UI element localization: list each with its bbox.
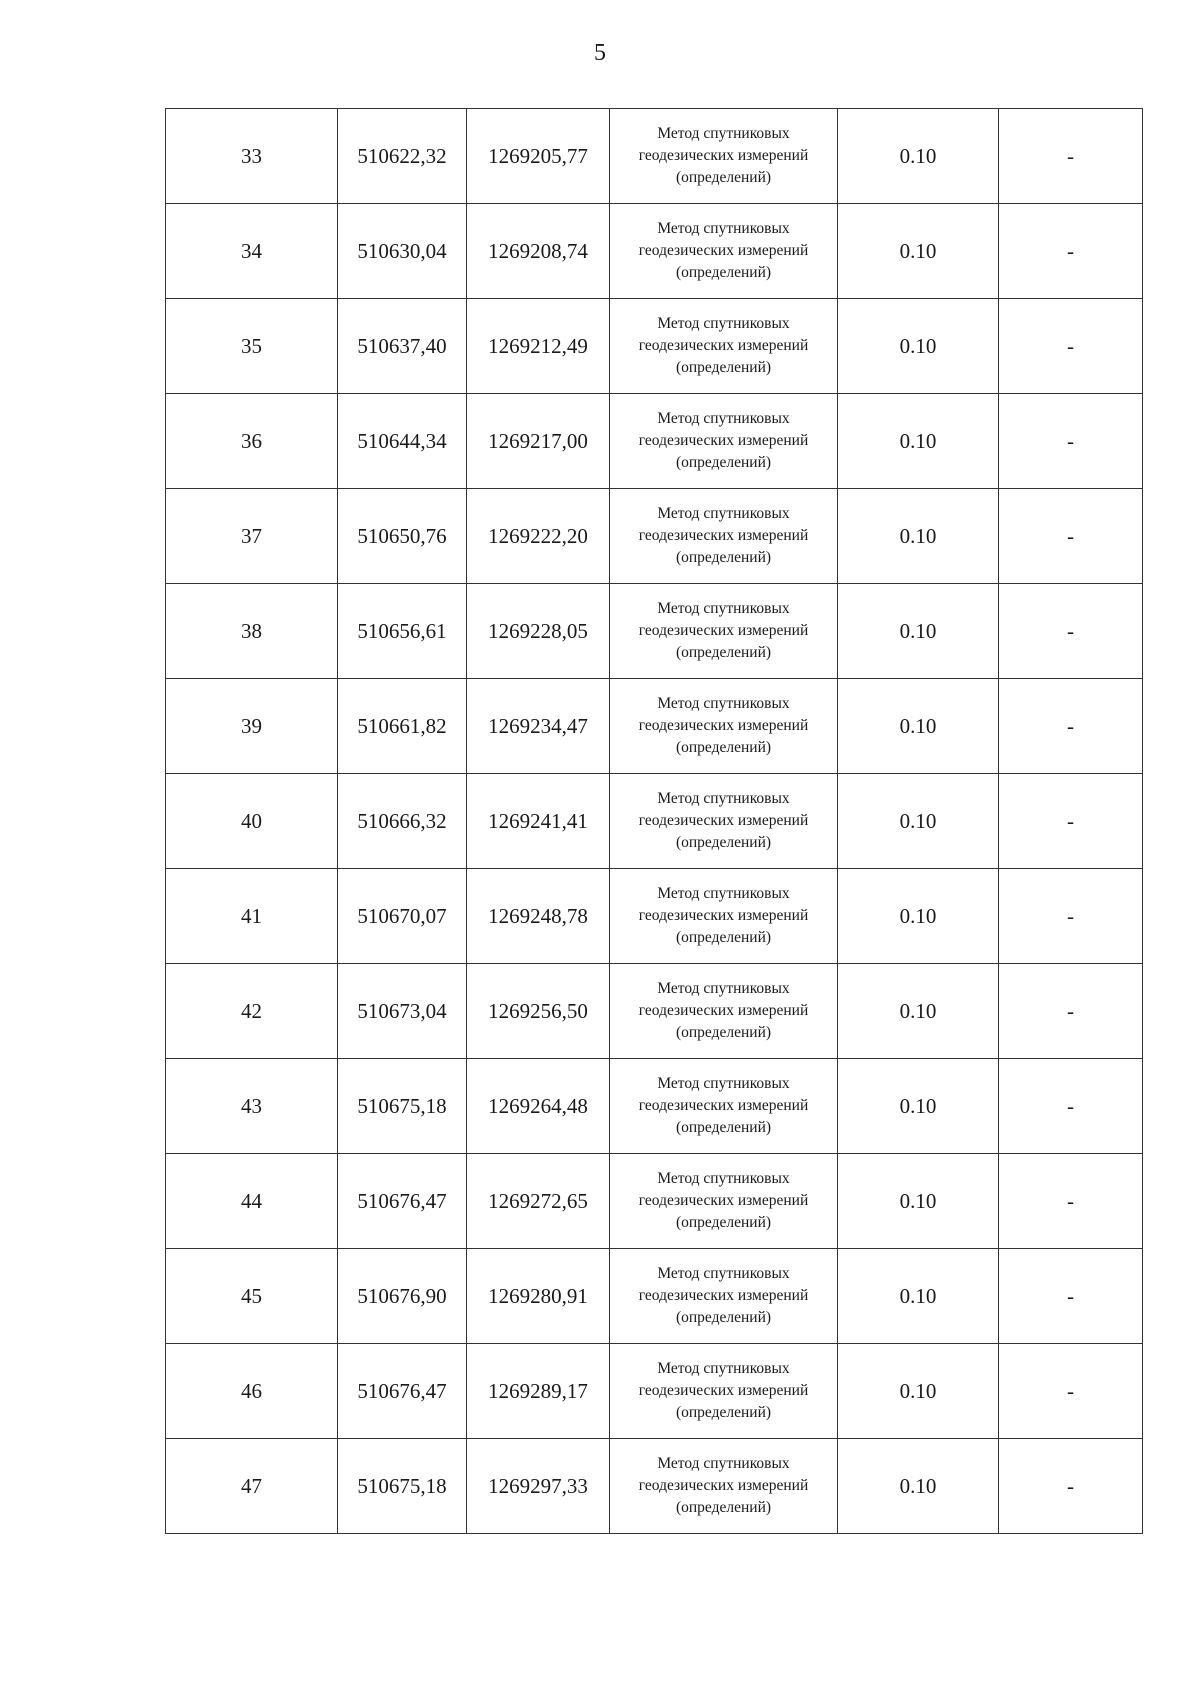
x-coordinate-cell: 510666,32 [338,774,467,869]
y-coordinate-cell: 1269208,74 [467,204,610,299]
method-line: (определений) [675,549,772,566]
method-line: (определений) [675,264,772,281]
table-row [166,204,1143,299]
description-cell: - [999,1439,1143,1534]
point-number-cell: 34 [166,204,338,299]
point-number-cell: 37 [166,489,338,584]
method-line: Метод спутниковых [657,1075,790,1092]
description-cell: - [999,869,1143,964]
y-coordinate-cell: 1269264,48 [467,1059,610,1154]
coordinates-table-body [166,109,1143,1534]
method-line: геодезических измерений [638,337,809,354]
point-number-cell: 42 [166,964,338,1059]
table-row [166,299,1143,394]
x-coordinate-cell: 510637,40 [338,299,467,394]
method-cell [610,1439,838,1534]
description-cell: - [999,109,1143,204]
method-cell [610,299,838,394]
method-line: (определений) [675,739,772,756]
method-line: геодезических измерений [638,242,809,259]
method-cell [610,869,838,964]
y-coordinate-cell: 1269289,17 [467,1344,610,1439]
x-coordinate-cell: 510644,34 [338,394,467,489]
method-cell [610,964,838,1059]
y-coordinate-cell: 1269256,50 [467,964,610,1059]
method-line: геодезических измерений [638,432,809,449]
x-coordinate-cell: 510676,47 [338,1344,467,1439]
description-cell: - [999,964,1143,1059]
description-cell: - [999,679,1143,774]
point-number-cell: 45 [166,1249,338,1344]
method-cell [610,1059,838,1154]
method-line: Метод спутниковых [657,885,790,902]
method-line: Метод спутниковых [657,980,790,997]
method-line: (определений) [675,359,772,376]
accuracy-cell: 0.10 [838,964,999,1059]
description-cell: - [999,394,1143,489]
y-coordinate-cell: 1269241,41 [467,774,610,869]
table-row [166,679,1143,774]
method-cell [610,109,838,204]
accuracy-cell: 0.10 [838,774,999,869]
method-cell [610,1154,838,1249]
accuracy-cell: 0.10 [838,299,999,394]
table-row [166,394,1143,489]
description-cell: - [999,1154,1143,1249]
x-coordinate-cell: 510656,61 [338,584,467,679]
method-line: (определений) [675,644,772,661]
table-row [166,1249,1143,1344]
method-line: (определений) [675,1499,772,1516]
description-cell: - [999,1344,1143,1439]
x-coordinate-cell: 510676,90 [338,1249,467,1344]
accuracy-cell: 0.10 [838,1344,999,1439]
method-line: геодезических измерений [638,527,809,544]
table-row [166,1059,1143,1154]
x-coordinate-cell: 510676,47 [338,1154,467,1249]
x-coordinate-cell: 510661,82 [338,679,467,774]
method-line: (определений) [675,834,772,851]
y-coordinate-cell: 1269212,49 [467,299,610,394]
description-cell: - [999,774,1143,869]
table-row [166,584,1143,679]
page-number: 5 [594,40,606,66]
method-cell [610,584,838,679]
method-line: (определений) [675,169,772,186]
method-cell [610,1344,838,1439]
y-coordinate-cell: 1269248,78 [467,869,610,964]
method-cell [610,774,838,869]
method-line: геодезических измерений [638,1287,809,1304]
accuracy-cell: 0.10 [838,204,999,299]
point-number-cell: 36 [166,394,338,489]
table-row [166,1439,1143,1534]
point-number-cell: 44 [166,1154,338,1249]
description-cell: - [999,584,1143,679]
point-number-cell: 39 [166,679,338,774]
table-row [166,1154,1143,1249]
method-line: геодезических измерений [638,1192,809,1209]
method-line: Метод спутниковых [657,1170,790,1187]
point-number-cell: 38 [166,584,338,679]
method-line: (определений) [675,1214,772,1231]
method-line: геодезических измерений [638,1097,809,1114]
method-line: Метод спутниковых [657,220,790,237]
method-line: Метод спутниковых [657,600,790,617]
accuracy-cell: 0.10 [838,1154,999,1249]
x-coordinate-cell: 510675,18 [338,1439,467,1534]
accuracy-cell: 0.10 [838,1439,999,1534]
method-line: геодезических измерений [638,147,809,164]
method-line: Метод спутниковых [657,1265,790,1282]
method-line: Метод спутниковых [657,125,790,142]
method-line: геодезических измерений [638,812,809,829]
x-coordinate-cell: 510675,18 [338,1059,467,1154]
x-coordinate-cell: 510650,76 [338,489,467,584]
method-line: (определений) [675,1024,772,1041]
point-number-cell: 46 [166,1344,338,1439]
accuracy-cell: 0.10 [838,1249,999,1344]
method-line: Метод спутниковых [657,790,790,807]
description-cell: - [999,489,1143,584]
point-number-cell: 33 [166,109,338,204]
x-coordinate-cell: 510670,07 [338,869,467,964]
table-row [166,489,1143,584]
accuracy-cell: 0.10 [838,394,999,489]
description-cell: - [999,1059,1143,1154]
method-line: геодезических измерений [638,717,809,734]
description-cell: - [999,1249,1143,1344]
method-line: Метод спутниковых [657,1455,790,1472]
y-coordinate-cell: 1269228,05 [467,584,610,679]
method-line: геодезических измерений [638,1002,809,1019]
y-coordinate-cell: 1269234,47 [467,679,610,774]
y-coordinate-cell: 1269217,00 [467,394,610,489]
description-cell: - [999,204,1143,299]
y-coordinate-cell: 1269222,20 [467,489,610,584]
method-line: Метод спутниковых [657,1360,790,1377]
method-line: геодезических измерений [638,1477,809,1494]
accuracy-cell: 0.10 [838,869,999,964]
point-number-cell: 41 [166,869,338,964]
table-row [166,774,1143,869]
description-cell: - [999,299,1143,394]
accuracy-cell: 0.10 [838,1059,999,1154]
y-coordinate-cell: 1269280,91 [467,1249,610,1344]
method-line: геодезических измерений [638,907,809,924]
point-number-cell: 47 [166,1439,338,1534]
table-row [166,869,1143,964]
method-cell [610,394,838,489]
method-line: геодезических измерений [638,622,809,639]
x-coordinate-cell: 510673,04 [338,964,467,1059]
method-line: Метод спутниковых [657,505,790,522]
x-coordinate-cell: 510622,32 [338,109,467,204]
method-line: (определений) [675,1309,772,1326]
accuracy-cell: 0.10 [838,489,999,584]
table-row [166,1344,1143,1439]
method-cell [610,489,838,584]
point-number-cell: 40 [166,774,338,869]
method-line: (определений) [675,1119,772,1136]
table-row [166,109,1143,204]
method-line: (определений) [675,1404,772,1421]
method-line: геодезических измерений [638,1382,809,1399]
y-coordinate-cell: 1269205,77 [467,109,610,204]
point-number-cell: 35 [166,299,338,394]
method-line: Метод спутниковых [657,695,790,712]
method-line: (определений) [675,929,772,946]
point-number-cell: 43 [166,1059,338,1154]
method-line: (определений) [675,454,772,471]
method-line: Метод спутниковых [657,315,790,332]
method-cell [610,1249,838,1344]
method-cell [610,679,838,774]
method-cell [610,204,838,299]
coordinates-table [165,108,1143,1534]
accuracy-cell: 0.10 [838,109,999,204]
accuracy-cell: 0.10 [838,679,999,774]
x-coordinate-cell: 510630,04 [338,204,467,299]
table-row [166,964,1143,1059]
y-coordinate-cell: 1269297,33 [467,1439,610,1534]
accuracy-cell: 0.10 [838,584,999,679]
y-coordinate-cell: 1269272,65 [467,1154,610,1249]
method-line: Метод спутниковых [657,410,790,427]
